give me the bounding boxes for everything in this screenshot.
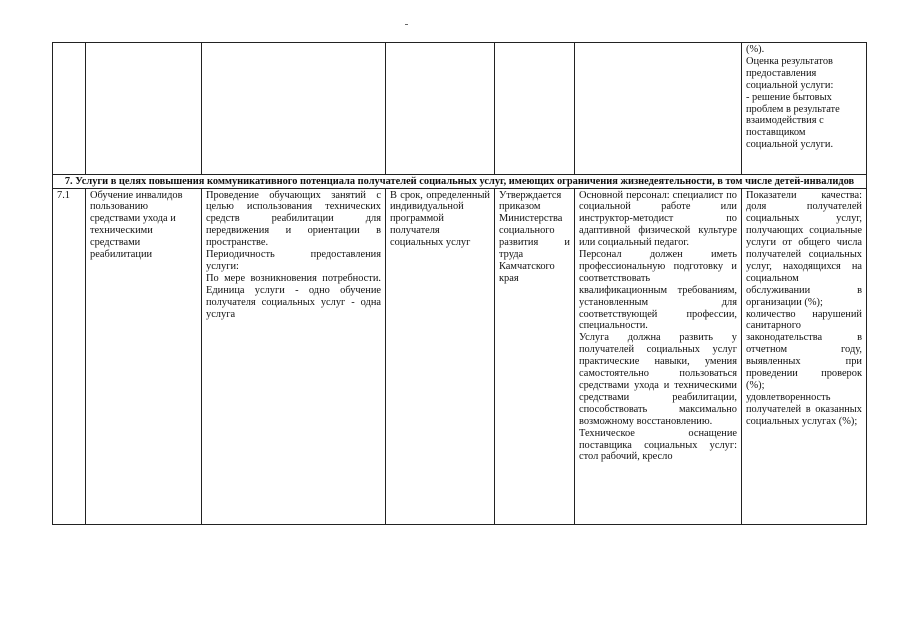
service-description (202, 188, 386, 524)
cont-cell-approval (495, 43, 575, 175)
service-name: Обучение инвалидов пользованию средствами ухода и техническими средствами реабилитации (86, 188, 202, 524)
quality-line: - решение бытовых (746, 91, 832, 103)
service-term: В срок, определенный индивидуальной программой получателя социальных услуг (386, 188, 495, 524)
cont-cell-quality (742, 43, 867, 175)
cont-cell-description (202, 43, 386, 175)
cont-cell-conditions (575, 43, 742, 175)
quality-paragraph: Показатели качества: доля получателей социальных услуг, получающих социальные услуги от общего числа получателей социальных услуг, находящихся на социальном обслуживании в организации (%); (746, 189, 862, 308)
conditions-paragraph: Основной персонал: специалист по социальной работе или инструктор-методист по адаптивной физической культуре или социальный педагог. (579, 189, 737, 249)
service-row (53, 188, 867, 524)
quality-line: взаимодействия с (746, 115, 824, 127)
quality-line: (%). (746, 44, 765, 55)
conditions-paragraph: Персонал должен иметь профессиональную подготовку и соответствовать квалификационным требованиям, установленным для соответствующей профессии, специальности. (579, 249, 737, 332)
service-quality (742, 188, 867, 524)
service-approval: Утверждается приказом Министерства социального развития и труда Камчатского края (495, 188, 575, 524)
section-title: 7. Услуги в целях повышения коммуникативного потенциала получателей социальных услуг, имеющих ограничения жизнедеятельности, в том числе детей-инвалидов (53, 175, 867, 189)
quality-paragraph: количество нарушений санитарного законодательства в отчетном году, выявленных при проведении проверок (%); (746, 308, 862, 391)
description-paragraph: По мере возникновения потребности. Единица услуги - одно обучение получателя социальных услуг - одна услуга (206, 272, 381, 320)
section-header-row (53, 175, 867, 189)
conditions-paragraph: Техническое оснащение поставщика социальных услуг: стол рабочий, кресло (579, 427, 737, 463)
quality-line: Оценка результатов (746, 55, 833, 67)
service-number: 7.1 (53, 188, 86, 524)
quality-line: социальной услуги. (746, 139, 834, 151)
cont-cell-name (86, 43, 202, 175)
service-conditions (575, 188, 742, 524)
page-mark (405, 24, 408, 25)
quality-line: предоставления (746, 67, 817, 79)
quality-line: поставщиком (746, 127, 806, 139)
cont-cell-term (386, 43, 495, 175)
quality-line: социальной услуги: (746, 79, 834, 91)
services-table (52, 42, 867, 525)
description-paragraph: Периодичность предоставления услуги: (206, 249, 381, 272)
quality-line: проблем в результате (746, 103, 840, 115)
cont-cell-number (53, 43, 86, 175)
description-paragraph: Проведение обучающих занятий с целью использования технических средств реабилитации для передвижения и ориентации в пространстве. (206, 189, 381, 249)
quality-paragraph: удовлетворенность получателей в оказанных социальных услугах (%); (746, 391, 862, 427)
continuation-row (53, 43, 867, 175)
conditions-paragraph: Услуга должна развить у получателей социальных услуг практические навыки, умения самостоятельно пользоваться средствами ухода и техническими средствами реабилитации, способствовать максимально возможному восстановлению. (579, 332, 737, 427)
